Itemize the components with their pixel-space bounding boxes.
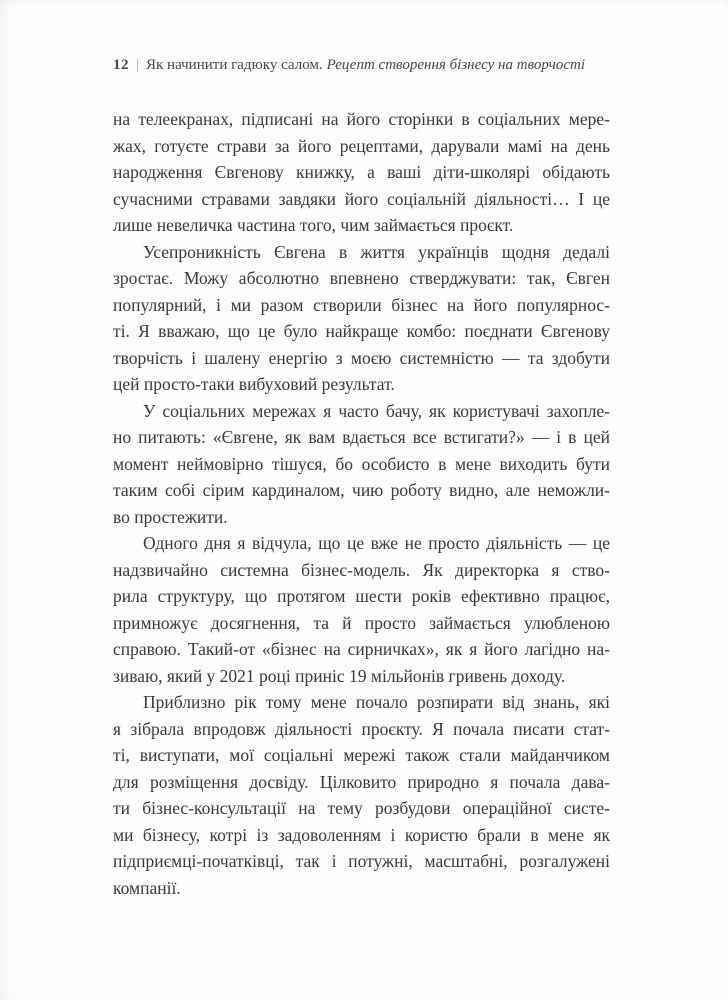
text-line: рила структуру, що протягом шести років ефективно працює, bbox=[113, 586, 610, 606]
text-line: зиваю, який у 2021 році приніс 19 мільйонів гривень доходу. bbox=[113, 665, 566, 686]
text-line: підприємці-початківці, так і потужні, масштабні, розгалужені bbox=[113, 851, 610, 871]
text-line: Усепроникність Євгена в життя українців щодня дедалі bbox=[143, 241, 610, 262]
text-line: справою. Такий-от «бізнес на сирничках», як я його лагідно на- bbox=[113, 639, 610, 659]
text-line: я зібрала впродовж діяльності проєкту. Я почала писати стат- bbox=[113, 718, 610, 739]
text-line: лише невеличка частина того, чим займається проєкт. bbox=[113, 215, 514, 235]
text-line: для розміщення досвіду. Цілковито природно я почала дава- bbox=[113, 771, 610, 792]
text-line: У соціальних мережах я часто бачу, як користувачі захопле- bbox=[143, 400, 610, 421]
paragraph bbox=[113, 239, 610, 398]
text-line: ті, виступати, мої соціальні мережі також стали майданчиком bbox=[113, 745, 610, 765]
header-separator: | bbox=[136, 57, 140, 73]
text-line: Приблизно рік тому мене почало розпирати від знань, які bbox=[143, 692, 610, 712]
paragraph bbox=[113, 689, 610, 901]
text-line: во простежити. bbox=[113, 506, 228, 527]
text-line: примножує досягнення, та й просто займається улюбленою bbox=[113, 612, 610, 633]
paragraph bbox=[113, 530, 610, 689]
chapter-subtitle: Рецепт створення бізнесу на творчості bbox=[326, 57, 585, 73]
text-line: сучасними стравами завдяки його соціальній діяльності… І це bbox=[113, 188, 610, 209]
text-line: Одного дня я відчула, що це вже не просто діяльність — це bbox=[143, 533, 610, 553]
running-header bbox=[113, 56, 613, 75]
text-line: компанії. bbox=[113, 877, 181, 898]
paragraph bbox=[113, 106, 610, 239]
text-line: ти бізнес-консультації на тему розбудови операційної систе- bbox=[113, 798, 610, 818]
text-line: цей просто-таки вибуховий результат. bbox=[113, 374, 395, 394]
page-number: 12 bbox=[113, 57, 129, 73]
text-line: на телеекранах, підписані на його сторінки в соціальних мере- bbox=[113, 109, 610, 129]
text-line: зростає. Можу абсолютно впевнено стверджувати: так, Євген bbox=[113, 268, 610, 288]
page-body bbox=[113, 106, 610, 901]
text-line: жах, готуєте страви за його рецептами, дарували мамі на день bbox=[113, 135, 610, 156]
paragraph bbox=[113, 398, 610, 531]
text-line: творчість і шалену енергію з моєю системністю — та здобути bbox=[113, 347, 610, 368]
text-line: ті. Я вважаю, що це було найкраще комбо: поєднати Євгенову bbox=[113, 321, 610, 341]
text-line: таким собі сірим кардиналом, чию роботу видно, але неможли- bbox=[113, 480, 610, 500]
chapter-title: Як начинити гадюку салом. bbox=[146, 57, 323, 73]
text-line: но питають: «Євгене, як вам вдається все встигати?» — і в цей bbox=[113, 427, 610, 447]
text-line: народження Євгенову книжку, а ваші діти-школярі обідають bbox=[113, 162, 610, 182]
text-line: ми бізнесу, котрі із задоволенням і користю брали в мене як bbox=[113, 824, 610, 845]
text-line: надзвичайно системна бізнес-модель. Як директорка я ство- bbox=[113, 559, 610, 580]
text-line: момент неймовірно тішуся, бо особисто в мене виходить бути bbox=[113, 453, 610, 474]
text-line: популярний, і ми разом створили бізнес на його популярнос- bbox=[113, 294, 610, 315]
